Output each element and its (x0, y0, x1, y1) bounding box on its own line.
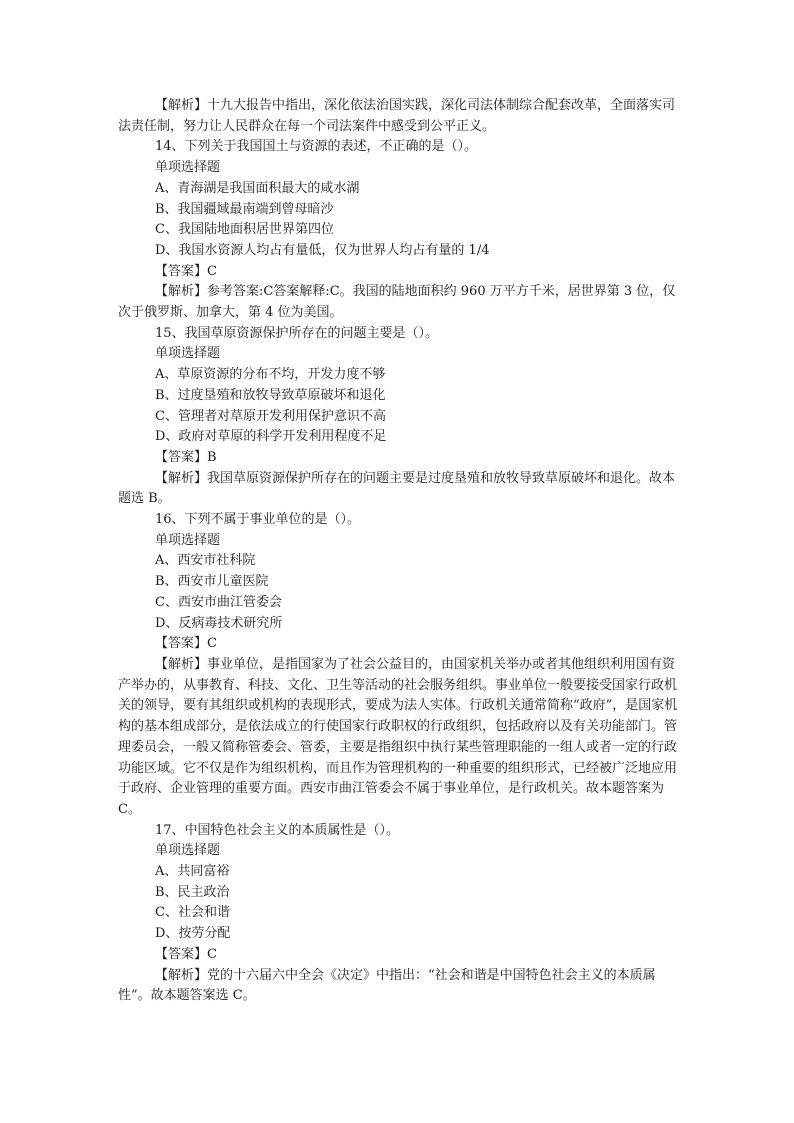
analysis-paragraph: 【解析】党的十六届六中全会《决定》中指出：“社会和谐是中国特色社会主义的本质属性”。故本题答案选 C。 (118, 967, 656, 1004)
text-line: 16、下列不属于事业单位的是（）。 (155, 512, 361, 528)
text-line: B、过度垦殖和放牧导致草原破坏和退化 (155, 387, 386, 403)
text-line: 单项选择题 (155, 532, 221, 548)
text-line: 【答案】C (155, 946, 217, 962)
analysis-paragraph: 【解析】参考答案:C答案解释:C。我国的陆地面积约 960 万平方千米，居世界第 3 位，仅次于俄罗斯、加拿大，第 4 位为美国。 (118, 284, 676, 321)
analysis-paragraph: 【解析】我国草原资源保护所存在的问题主要是过度垦殖和放牧导致草原破坏和退化。故本题选 B。 (118, 470, 676, 507)
text-line: C、我国陆地面积居世界第四位 (155, 222, 334, 238)
text-line: D、我国水资源人均占有量低，仅为世界人均占有量的 1/4 (155, 242, 490, 258)
text-line: 15、我国草原资源保护所存在的问题主要是（）。 (155, 325, 439, 341)
text-line: C、社会和谐 (155, 905, 230, 921)
text-line: 单项选择题 (155, 160, 221, 176)
document-body (118, 96, 684, 1007)
text-line: D、按劳分配 (155, 926, 231, 942)
text-line: B、我国疆域最南端到曾母暗沙 (155, 201, 334, 217)
text-line: D、政府对草原的科学开发利用程度不足 (155, 429, 387, 445)
text-line: C、西安市曲江管委会 (155, 594, 282, 610)
analysis-paragraph: 【解析】事业单位，是指国家为了社会公益目的，由国家机关举办或者其他组织利用国有资产举办的，从事教育、科技、文化、卫生等活动的社会服务组织。事业单位一般要接受国家行政机关的领导，要有其组织或机构的表现形式，要成为法人实体。行政机关通常简称“政府”，是国家机构的基本组成部分，是依法成立的行使国家行政职权的行政组织，包括政府以及有关功能部门。管理委员会，一般又简称管委会、管委，主要是指组织中执行某些管理职能的一组人或者一定的行政功能区域。它不仅是作为组织机构，而且作为管理机构的一种重要的组织形式，已经被广泛地应用于政府、企业管理的重要方面。西安市曲江管委会不属于事业单位，是行政机关。故本题答案为 C。 (118, 656, 678, 817)
text-line: A、共同富裕 (155, 864, 230, 880)
text-line: A、草原资源的分布不均，开发力度不够 (155, 367, 386, 383)
text-line: B、民主政治 (155, 884, 230, 900)
text-line: 14、下列关于我国国土与资源的表述，不正确的是（）。 (155, 139, 478, 155)
text-line: 【答案】B (155, 449, 217, 465)
text-line: C、管理者对草原开发利用保护意识不高 (155, 408, 386, 424)
text-line: 单项选择题 (155, 346, 221, 362)
text-line: 【答案】C (155, 263, 217, 279)
text-line: 【答案】C (155, 636, 217, 652)
text-line: 17、中国特色社会主义的本质属性是（）。 (155, 822, 400, 838)
text-line: A、西安市社科院 (155, 553, 256, 569)
text-line: A、青海湖是我国面积最大的咸水湖 (155, 180, 360, 196)
text-line: B、西安市儿童医院 (155, 574, 269, 590)
text-line: 单项选择题 (155, 843, 221, 859)
analysis-paragraph: 【解析】十九大报告中指出，深化依法治国实践，深化司法体制综合配套改革，全面落实司法责任制，努力让人民群众在每一个司法案件中感受到公平正义。 (118, 98, 676, 134)
text-line: D、反病毒技术研究所 (155, 615, 283, 631)
